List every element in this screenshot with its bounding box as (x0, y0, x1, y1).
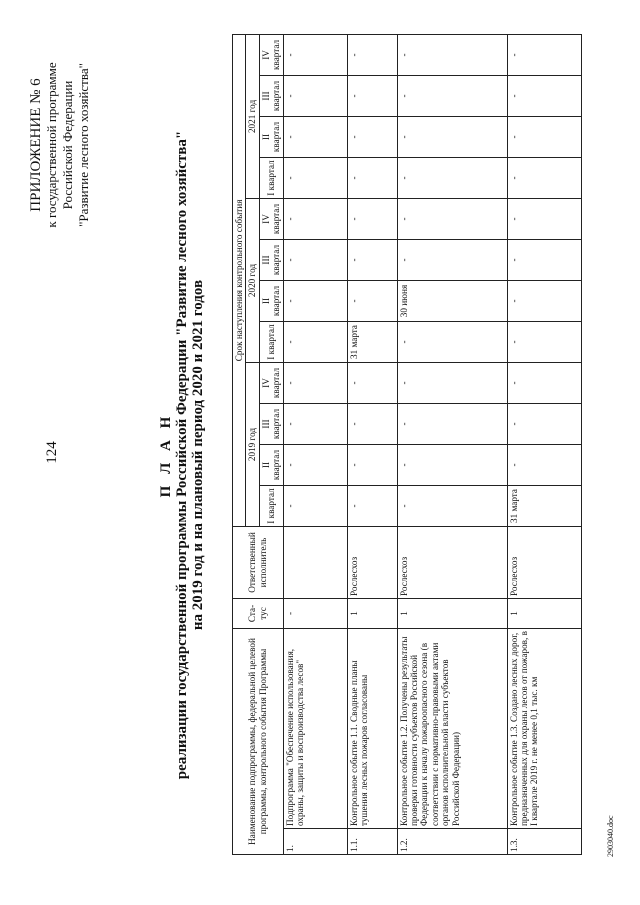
deadline-cell: - (347, 158, 397, 199)
row-status: 1 (347, 599, 397, 629)
row-executor: Рослесхоз (507, 527, 581, 599)
appendix-number: ПРИЛОЖЕНИЕ № 6 (28, 78, 44, 212)
header-quarter: I квартал (259, 486, 283, 527)
header-year: 2021 год (246, 34, 259, 198)
plan-table (232, 34, 582, 855)
deadline-cell: - (507, 34, 581, 75)
deadline-cell: - (507, 158, 581, 199)
table-row (397, 34, 507, 854)
deadline-cell: - (347, 445, 397, 486)
row-number: 1. (283, 829, 347, 855)
deadline-cell: - (507, 240, 581, 281)
deadline-cell: - (397, 199, 507, 240)
header-quarter: III квартал (259, 76, 283, 117)
appendix-line: к государственной программе (44, 62, 59, 228)
header-quarter: IV квартал (259, 199, 283, 240)
deadline-cell: - (397, 34, 507, 75)
deadline-cell: - (283, 199, 347, 240)
deadline-cell: 31 марта (507, 486, 581, 527)
deadline-cell: - (347, 117, 397, 158)
deadline-cell: - (507, 281, 581, 322)
row-executor: Рослесхоз (347, 527, 397, 599)
appendix-line: Российской Федерации (60, 80, 75, 210)
table-row (507, 34, 581, 854)
deadline-cell: - (347, 363, 397, 404)
title-line: реализации государственной программы Российской Федерации "Развитие лесного хозяйства" (174, 130, 190, 780)
deadline-cell: - (283, 363, 347, 404)
deadline-cell: - (507, 322, 581, 363)
deadline-cell: - (507, 363, 581, 404)
deadline-cell: - (397, 240, 507, 281)
deadline-cell: - (507, 117, 581, 158)
appendix-heading (28, 25, 92, 265)
header-year: 2020 год (246, 199, 259, 363)
header-quarter: IV квартал (259, 363, 283, 404)
deadline-cell: - (283, 76, 347, 117)
row-name: Контрольное событие 1.1. Сводные планы тушения лесных пожаров согласованы (347, 629, 397, 829)
deadline-cell: - (283, 240, 347, 281)
header-quarter: I квартал (259, 158, 283, 199)
deadline-cell: - (507, 76, 581, 117)
deadline-cell: - (397, 158, 507, 199)
deadline-cell: - (347, 76, 397, 117)
deadline-cell: - (283, 34, 347, 75)
row-number: 1.2. (397, 829, 507, 855)
header-executor: Ответственный исполнитель (233, 527, 284, 599)
header-quarter: III квартал (259, 240, 283, 281)
deadline-cell: - (397, 363, 507, 404)
deadline-cell: - (397, 486, 507, 527)
deadline-cell: - (283, 404, 347, 445)
deadline-cell: 31 марта (347, 322, 397, 363)
deadline-cell: - (347, 34, 397, 75)
deadline-cell: - (347, 404, 397, 445)
title-main: П Л А Н (158, 412, 174, 498)
deadline-cell: - (283, 486, 347, 527)
deadline-cell: - (283, 445, 347, 486)
row-status: 1 (507, 599, 581, 629)
table-row (283, 34, 347, 854)
header-quarter: II квартал (259, 117, 283, 158)
row-name: Контрольное событие 1.2. Получены результаты проверки готовности субъектов Российской Федерации к началу пожароопасного сезона (в соответствии с нормативно-правовыми актами органов исполнительной власти субъектов Российской Федерации) (397, 629, 507, 829)
deadline-cell: - (347, 240, 397, 281)
row-status: - (283, 599, 347, 629)
header-status: Ста-тус (233, 599, 284, 629)
table-row (347, 34, 397, 854)
deadline-cell: 30 июня (397, 281, 507, 322)
header-name: Наименование подпрограммы, федеральной целевой программы, контрольного события Программы (233, 629, 284, 855)
deadline-cell: - (397, 322, 507, 363)
deadline-cell: - (283, 322, 347, 363)
header-quarter: II квартал (259, 281, 283, 322)
deadline-cell: - (507, 445, 581, 486)
appendix-line: "Развитие лесного хозяйства" (76, 63, 91, 227)
row-name: Контрольное событие 1.3. Создано лесных дорог, предназначенных для охраны лесов от пожаров, в I квартале 2019 г. не менее 0,1 тыс. км (507, 629, 581, 829)
header-year: 2019 год (246, 363, 259, 527)
page-number: 124 (44, 441, 60, 464)
row-executor (283, 527, 347, 599)
title-line: на 2019 год и на плановый период 2020 и 2021 годов (190, 279, 206, 631)
row-status: 1 (397, 599, 507, 629)
deadline-cell: - (507, 199, 581, 240)
deadline-cell: - (347, 199, 397, 240)
deadline-cell: - (283, 158, 347, 199)
deadline-cell: - (397, 445, 507, 486)
deadline-cell: - (283, 281, 347, 322)
row-number: 1.1. (347, 829, 397, 855)
deadline-cell: - (397, 404, 507, 445)
deadline-cell: - (397, 76, 507, 117)
document-title (158, 95, 206, 815)
deadline-cell: - (347, 486, 397, 527)
row-number: 1.3. (507, 829, 581, 855)
header-quarter: III квартал (259, 404, 283, 445)
deadline-cell: - (283, 117, 347, 158)
document-code: 2903040.doc (606, 815, 615, 857)
header-quarter: II квартал (259, 445, 283, 486)
deadline-cell: - (347, 281, 397, 322)
row-executor: Рослесхоз (397, 527, 507, 599)
deadline-cell: - (397, 117, 507, 158)
header-quarter: IV квартал (259, 34, 283, 75)
row-name: Подпрограмма "Обеспечение использования, охраны, защиты и воспроизводства лесов" (283, 629, 347, 829)
header-quarter: I квартал (259, 322, 283, 363)
header-deadline: Срок наступления контрольного события (233, 34, 246, 526)
deadline-cell: - (507, 404, 581, 445)
